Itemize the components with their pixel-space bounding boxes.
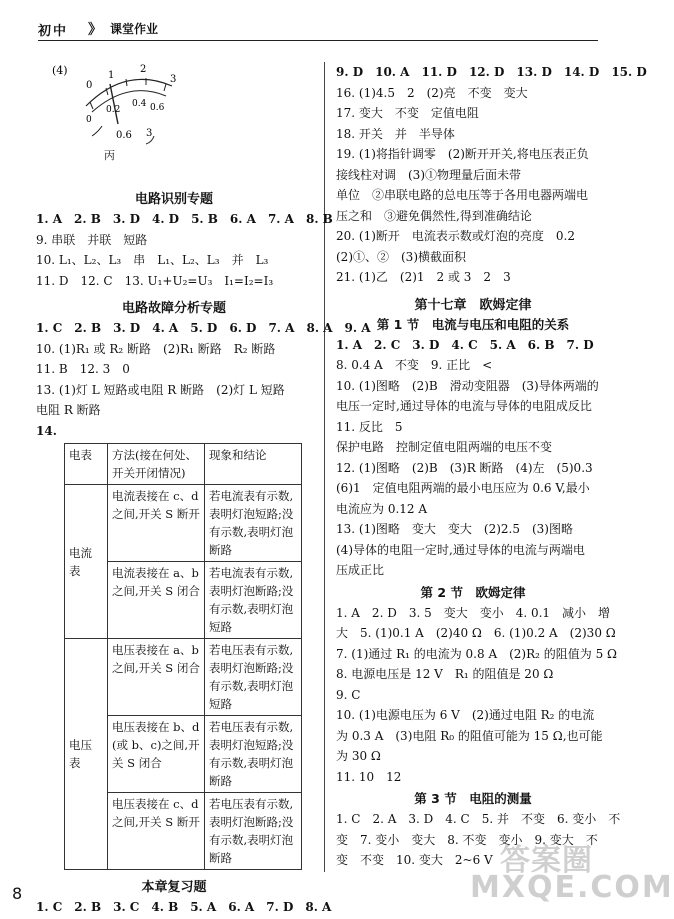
answer-line: 为 30 Ω	[336, 749, 381, 763]
answer-line: 11. 反比 5	[336, 419, 403, 434]
answer-line: 大 5. (1)0.1 A (2)40 Ω 6. (1)0.2 A (2)30 Ω	[336, 626, 616, 640]
scale-bottom-0: 0	[86, 115, 92, 125]
answer-line: 11. D 12. C 13. U₁+U₂=U₃ I₁=I₂=I₃	[36, 273, 274, 288]
answer-line: 14.	[36, 423, 57, 438]
answer-line: 21. (1)乙 (2)1 2 或 3 2 3	[336, 270, 511, 284]
answer-line: 电流应为 0.12 A	[336, 501, 428, 516]
header-rule	[38, 40, 598, 41]
answer-line: 7. (1)通过 R₁ 的电流为 0.8 A (2)R₂ 的阻值为 5 Ω	[336, 646, 617, 661]
answer-line: 电阻 R 断路	[36, 403, 101, 417]
answer-line: 16. (1)4.5 2 (2)亮 不变 变大	[336, 85, 528, 100]
answer-line: 1. C 2. B 3. C 4. B 5. A 6. A 7. D 8. A	[36, 900, 332, 914]
scale-bottom-2: 0.4	[132, 99, 147, 109]
table-header-cell: 电表	[65, 444, 108, 485]
column-divider	[324, 62, 325, 872]
answer-line: 11. 10 12	[336, 769, 402, 784]
answer-line: 10. (1)图略 (2)B 滑动变阻器 (3)导体两端的	[336, 378, 599, 393]
page-header	[38, 18, 598, 40]
grade-tag: 初中	[38, 24, 69, 39]
result-cell: 若电流表有示数,表明灯泡断路;没有示数,表明灯泡短路	[205, 562, 302, 639]
result-cell: 若电压表有示数,表明灯泡断路;没有示数,表明灯泡断路	[205, 793, 302, 870]
watermark-logo: 答案圈	[500, 843, 593, 878]
answer-line: 1. C 2. B 3. D 4. A 5. D 6. D 7. A 8. A 9. A	[36, 321, 371, 335]
table-header-cell: 方法(接在何处、开关开闭情况)	[108, 444, 205, 485]
method-cell: 电流表接在 c、d 之间,开关 S 断开	[108, 485, 205, 562]
answer-line: 20. (1)断开 电流表示数或灯泡的亮度 0.2	[336, 229, 575, 243]
section-title-fault-analysis: 电路故障分析专题	[121, 301, 226, 316]
watermark-url: MXQE.COM	[470, 870, 674, 905]
answer-line: 13. (1)图略 变大 变大 (2)2.5 (3)图略	[336, 522, 573, 536]
answer-line: 1. A 2. D 3. 5 变大 变小 4. 0.1 减小 增	[336, 605, 611, 620]
ammeter-dial-figure	[46, 62, 216, 146]
section-title-3: 第 3 节 电阻的测量	[414, 791, 532, 806]
answer-line: 9. C	[336, 687, 361, 702]
fault-table	[64, 443, 302, 870]
answer-line: 压之和 ③避免偶然性,得到准确结论	[336, 208, 532, 223]
scale-top-2: 2	[140, 64, 147, 75]
meter-figure	[36, 62, 312, 182]
terminal-label-1: 3	[146, 128, 153, 139]
answer-line: 变 不变 10. 变大 2~6 V	[336, 853, 493, 867]
method-cell: 电压表接在 b、d (或 b、c)之间,开关 S 闭合	[108, 716, 205, 793]
method-cell: 电压表接在 a、b 之间,开关 S 闭合	[108, 639, 205, 716]
answer-line: 10. (1)R₁ 或 R₂ 断路 (2)R₁ 断路 R₂ 断路	[36, 341, 276, 356]
answer-line: 9. 串联 并联 短路	[36, 232, 148, 247]
scale-top-0: 0	[86, 80, 93, 91]
chapter-title: 第十七章 欧姆定律	[414, 297, 532, 313]
figure-caption: 丙	[104, 149, 115, 162]
answer-line: 1. A 2. C 3. D 4. C 5. A 6. B 7. D	[336, 337, 594, 352]
answer-line: 11. B 12. 3 0	[36, 362, 130, 376]
answer-line: 10. (1)电源电压为 6 V (2)通过电阻 R₂ 的电流	[336, 708, 595, 722]
answer-line: 9. D 10. A 11. D 12. D 13. D 14. D 15. D	[336, 65, 647, 79]
section-title-chapter-review: 本章复习题	[141, 880, 207, 895]
answer-line: 保护电路 控制定值电阻两端的电压不变	[336, 440, 553, 454]
chevron-icon: 》	[88, 22, 102, 38]
answer-line: (2)①、② (3)横截面积	[336, 249, 466, 264]
meter-cell: 电压表	[65, 639, 108, 870]
answer-line: (4)导体的电阻一定时,通过导体的电流与两端电	[336, 542, 585, 557]
answer-line: (6)1 定值电阻两端的最小电压应为 0.6 V,最小	[336, 481, 590, 495]
answer-line: 18. 开关 并 半导体	[336, 126, 455, 141]
method-cell: 电流表接在 a、b 之间,开关 S 闭合	[108, 562, 205, 639]
answer-line: 8. 电源电压是 12 V R₁ 的阻值是 20 Ω	[336, 667, 554, 681]
answer-line: 变 7. 变小 变大 8. 不变 变小 9. 变大 不	[336, 832, 598, 847]
section-title-circuit-identification: 电路识别专题	[134, 192, 213, 207]
terminal-label-0: 0.6	[116, 130, 132, 141]
answer-line: 17. 变大 不变 定值电阻	[336, 106, 479, 120]
header-title: 课堂作业	[110, 22, 159, 36]
scale-top-1: 1	[108, 70, 115, 81]
figure-label: (4)	[52, 64, 68, 77]
answer-line: 12. (1)图略 (2)B (3)R 断路 (4)左 (5)0.3	[336, 460, 593, 475]
section-title-1: 第 1 节 电流与电压和电阻的关系	[376, 316, 570, 332]
section-title-2: 第 2 节 欧姆定律	[420, 584, 526, 600]
method-cell: 电压表接在 c、d 之间,开关 S 断开	[108, 793, 205, 870]
table-row	[65, 639, 302, 716]
scale-top-3: 3	[170, 74, 177, 85]
answer-line: 接线柱对调 (3)①物理量后面未带	[336, 167, 521, 182]
answer-line: 为 0.3 A (3)电阻 R₀ 的阻值可能为 15 Ω,也可能	[336, 728, 603, 743]
answer-line: 13. (1)灯 L 短路或电阻 R 断路 (2)灯 L 短路	[36, 382, 285, 397]
answer-line: 10. L₁、L₂、L₃ 串 L₁、L₂、L₃ 并 L₃	[36, 253, 269, 267]
answer-line: 1. C 2. A 3. D 4. C 5. 并 不变 6. 变小 不	[336, 812, 621, 826]
table-header-row	[65, 444, 302, 485]
answer-line: 压成正比	[336, 563, 385, 577]
table-row	[65, 485, 302, 562]
answer-line: 电压一定时,通过导体的电流与导体的电阻成反比	[336, 399, 592, 413]
result-cell: 若电压表有示数,表明灯泡短路;没有示数,表明灯泡断路	[205, 716, 302, 793]
scale-bottom-3: 0.6	[150, 103, 165, 113]
table-header-cell: 现象和结论	[205, 444, 302, 485]
page-number: 8	[12, 884, 23, 903]
result-cell: 若电流表有示数,表明灯泡短路;没有示数,表明灯泡断路	[205, 485, 302, 562]
answer-line: 8. 0.4 A 不变 9. 正比 <	[336, 358, 493, 372]
answer-line: 19. (1)将指针调零 (2)断开开关,将电压表正负	[336, 147, 589, 161]
result-cell: 若电压表有示数,表明灯泡断路;没有示数,表明灯泡短路	[205, 639, 302, 716]
answer-line: 单位 ②串联电路的总电压等于各用电器两端电	[336, 188, 589, 202]
answer-line: 1. A 2. B 3. D 4. D 5. B 6. A 7. A 8. B	[36, 212, 333, 226]
meter-cell: 电流表	[65, 485, 108, 639]
scale-bottom-1: 0.2	[106, 105, 121, 115]
right-column	[336, 62, 647, 871]
